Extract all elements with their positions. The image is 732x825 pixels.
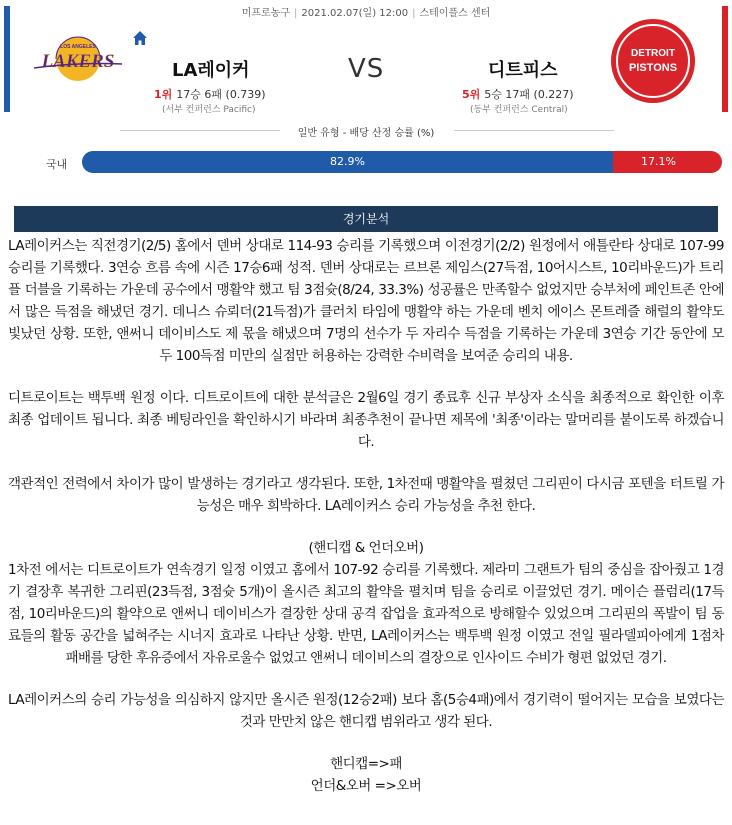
away-probability-fill: 17.1%	[613, 151, 722, 173]
analysis-content	[8, 235, 724, 797]
home-rank: 1위	[154, 88, 173, 101]
handicap-pick: 핸디캡=>패	[330, 756, 402, 772]
venue-name: 스테이플스 센터	[419, 8, 491, 19]
match-header	[0, 0, 732, 118]
pistons-logo-main-text: PISTONS	[628, 62, 678, 74]
away-win-loss: 5승 17패 (0.227)	[484, 88, 574, 101]
league-name: 미프로농구	[241, 8, 291, 19]
away-color-strip	[722, 6, 728, 112]
analysis-paragraph-conclusion: LA레이커스의 승리 가능성을 의심하지 않지만 올시즌 원정(12승2패) 보다 홈(5승4패)에서 경기력이 떨어지는 모습을 보였다는 것과 만만치 않은 핸디캡 범위라고 생각 된다.	[8, 692, 724, 730]
divider-line	[454, 130, 614, 131]
home-color-strip	[4, 6, 10, 112]
home-team-name: LA레이커	[172, 60, 250, 81]
separator: |	[294, 8, 298, 19]
home-record	[154, 86, 266, 102]
analysis-paragraph-handicap: 1차전 에서는 디트로이트가 연속경기 일정 이였고 홈에서 107-92 승리를 기록했다. 제라미 그랜트가 팀의 중심을 잡아줬고 1경기 결장후 복귀한 그리핀(23득점, 3점슛 5개)이 올시즌 최고의 활약을 펼치며 팀을 승리로 이끌었던 경기. 메이슨 플럼리(17득점, 10리바운드)의 활약으로 앤써니 데이비스가 결장한 상대 공격 잡업을 효과적으로 방해할수 있었으며 그리핀의 폭발이 팀 동료들의 활동 공간을 넓혀주는 시너지 효과로 나타난 상황. 반면, LA레이커스는 백투백 원정 이였고 전일 필라델피아에게 1점차 패배를 당한 후유증에서 자유로울수 없었고 앤써니 데이비스의 결장으로 인사이드 수비가 형편 없었던 경기.	[8, 562, 724, 666]
probability-bar	[82, 151, 722, 173]
away-conference: (동부 컨퍼런스 Central)	[470, 105, 568, 115]
vs-label: VS	[348, 54, 385, 84]
home-probability-fill: 82.9%	[82, 151, 613, 173]
home-icon	[132, 30, 148, 46]
probability-label: 국내	[46, 158, 68, 171]
analysis-paragraph-summary: 객관적인 전력에서 차이가 많이 발생하는 경기라고 생각된다. 또한, 1차전때 맹활약을 펼쳤던 그리핀이 다시금 포텐을 터트릴 가능성은 매우 희박하다. LA레이커스 승리 가능성을 추천 한다.	[8, 476, 724, 514]
home-win-loss: 17승 6패 (0.739)	[176, 88, 266, 101]
home-conference: (서부 컨퍼런스 Pacific)	[162, 105, 256, 115]
match-datetime: 2021.02.07(일) 12:00	[301, 8, 409, 19]
handicap-section-title: (핸디캡 & 언더오버)	[308, 540, 424, 556]
pistons-logo-top-text: DETROIT	[631, 48, 675, 59]
analysis-paragraph-home: LA레이커스는 직전경기(2/5) 홈에서 덴버 상대로 114-93 승리를 기록했으며 이전경기(2/2) 원정에서 애틀란타 상대로 107-99 승리를 기록했다. 3연승 흐름 속에 시즌 17승6패 성적. 덴버 상대로는 르브론 제임스(27득점, 10어시스트, 10리바운드)가 트리플 더블을 기록하는 가운데 공수에서 맹활약 했고 팀 3점슛(8/24, 33.3%) 성공률은 만족할수 없었지만 승부처에 페인트존 안에서 많은 득점을 해냈던 경기. 데니스 슈뢰더(21득점)가 클러치 타임에 맹활약 하는 가운데 벤치 에이스 몬트레즐 해럴의 활약도 빛났던 상황. 또한, 앤써니 데이비스도 제 몫을 해냈으며 7명의 선수가 두 자리수 득점을 기록하는 가운데 3연승 기간 동안에 모두 100득점 미만의 실점만 허용하는 강력한 수비력을 보여준 승리의 내용.	[8, 238, 724, 364]
lakers-logo	[30, 34, 126, 84]
lakers-logo-top-text: LOS ANGELES	[60, 44, 96, 50]
analysis-paragraph-away: 디트로이트는 백투백 원정 이다. 디트로이트에 대한 분석글은 2월6일 경기 종료후 신규 부상자 소식을 최종적으로 확인한 이후 최종 업데이트 됩니다. 최종 베팅라인을 확인하시기 바라며 최종추천이 끝나면 제목에 '최종'이라는 말머리를 붙이도록 하겠습니다.	[8, 390, 724, 450]
away-record	[462, 86, 574, 102]
over-under-pick: 언더&오버 =>오버	[310, 778, 422, 794]
analysis-header: 경기분석	[14, 206, 718, 232]
away-team-name: 디트피스	[488, 60, 558, 81]
probability-title: 일반 유형 - 배당 산정 승률 (%)	[297, 128, 435, 139]
lakers-logo-main-text: LAKERS	[41, 51, 115, 72]
away-rank: 5위	[462, 88, 481, 101]
separator: |	[412, 8, 416, 19]
pistons-logo	[608, 16, 698, 106]
